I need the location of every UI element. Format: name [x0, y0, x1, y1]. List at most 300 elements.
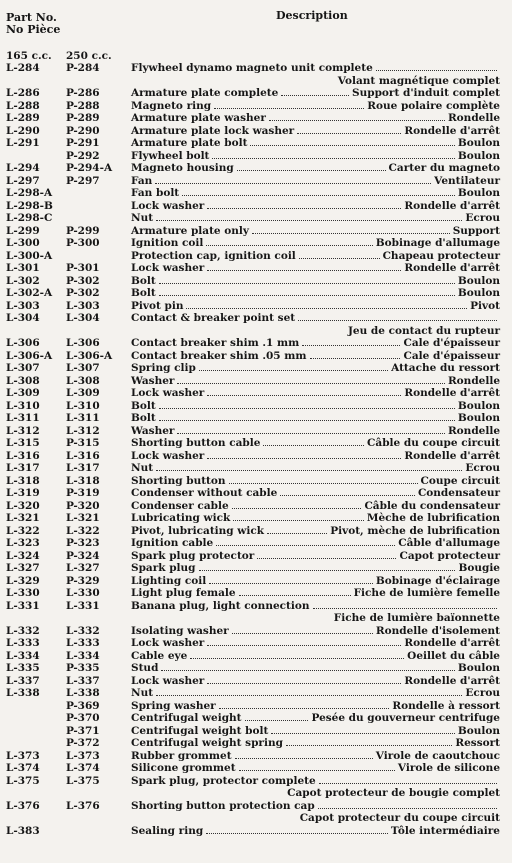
subheader-250cc: 250 c.c.: [66, 50, 112, 62]
part-no-250: L-376: [66, 799, 100, 812]
description: [131, 587, 500, 599]
description: [131, 625, 500, 637]
part-no-165: L-288: [6, 99, 40, 112]
table-row: [0, 125, 512, 137]
part-no-165: L-321: [6, 512, 40, 524]
part-no-250: P-294-A: [66, 162, 113, 174]
dot-leader: [257, 557, 396, 559]
dot-leader: [233, 519, 364, 521]
description: [131, 662, 500, 674]
dot-leader: [177, 432, 445, 434]
description: [131, 100, 500, 112]
description: [131, 212, 500, 224]
table-row: [0, 662, 512, 674]
description: [131, 250, 500, 262]
description: [131, 275, 500, 287]
part-no-165: L-289: [6, 112, 40, 124]
part-no-165: L-302: [6, 274, 40, 287]
description-en: Nut: [131, 462, 154, 474]
table-row: [0, 337, 512, 349]
description-en: Armature plate bolt: [131, 137, 248, 149]
header-description: Description: [276, 9, 348, 22]
part-no-165: L-311: [6, 412, 40, 424]
table-row: [0, 237, 512, 249]
part-no-165: L-337: [6, 674, 40, 687]
description-fr: Rondelle d'arrêt: [404, 387, 500, 399]
table-row: [0, 712, 512, 724]
description: [131, 137, 500, 149]
table-row: [0, 675, 512, 687]
description-fr: Rondelle d'arrêt: [404, 637, 500, 649]
description-en: Rubber grommet: [131, 749, 232, 762]
table-row: [0, 75, 512, 87]
description-en: Pivot pin: [131, 299, 184, 312]
description-fr: Volant magnétique complet: [337, 74, 500, 87]
table-row: [0, 750, 512, 762]
description: [131, 800, 500, 812]
table-row: [0, 812, 512, 824]
table-row: [0, 100, 512, 112]
table-row: [0, 262, 512, 274]
part-no-165: L-322: [6, 524, 40, 537]
part-no-165: L-318: [6, 474, 40, 487]
description-fr: Carter du magneto: [388, 162, 500, 174]
part-no-250: P-320: [66, 499, 100, 512]
description: [131, 162, 500, 174]
description-en: Lubricating wick: [131, 512, 231, 524]
description-en: Armature plate only: [131, 224, 249, 237]
description-fr: Rondelle d'arrêt: [404, 199, 500, 212]
description-fr: Ecrou: [465, 687, 500, 699]
description-fr: Pivot: [470, 299, 500, 312]
dot-leader: [281, 94, 349, 96]
part-no-165: L-335: [6, 662, 40, 674]
dot-leader: [280, 494, 415, 496]
description: [131, 550, 500, 562]
table-row: [0, 112, 512, 124]
description-en: Centrifugal weight: [131, 712, 242, 724]
table-row: [0, 562, 512, 574]
part-no-165: L-331: [6, 599, 40, 612]
description-en: Bolt: [131, 399, 156, 412]
part-no-165: L-327: [6, 562, 40, 574]
part-no-250: L-303: [66, 299, 100, 312]
dot-leader: [286, 744, 452, 746]
description-fr: Attache du ressort: [391, 362, 500, 374]
description-fr: Capot protecteur: [399, 549, 500, 562]
table-row: [0, 587, 512, 599]
part-no-250: L-306-A: [66, 349, 113, 362]
part-no-165: L-338: [6, 687, 40, 699]
dot-leader: [159, 282, 455, 284]
description-en: Cable eye: [131, 649, 188, 662]
description: [131, 762, 500, 774]
description: [131, 575, 500, 587]
description: [131, 562, 500, 574]
table-row: [0, 787, 512, 799]
part-no-165: L-324: [6, 549, 40, 562]
table-row: [0, 175, 512, 187]
dot-leader: [207, 269, 401, 271]
part-no-165: L-376: [6, 799, 40, 812]
part-no-165: L-302-A: [6, 287, 53, 299]
table-row: [0, 700, 512, 712]
part-no-165: L-334: [6, 649, 40, 662]
description-fr: Capot protecteur de bougie complet: [287, 787, 500, 799]
part-no-165: L-291: [6, 137, 40, 149]
description-en: Condenser without cable: [131, 487, 278, 499]
part-no-250: P-369: [66, 699, 100, 712]
description-en: Lock washer: [131, 387, 205, 399]
dot-leader: [318, 807, 497, 809]
description-fr: Pesée du gouverneur centrifuge: [311, 712, 500, 724]
table-row: [0, 425, 512, 437]
part-no-165: L-374: [6, 762, 40, 774]
description-en: Lock washer: [131, 637, 205, 649]
description-en: Spring washer: [131, 699, 216, 712]
description: [131, 687, 500, 699]
description: [131, 62, 500, 74]
description-fr: Virole de caoutchouc: [375, 749, 500, 762]
description: [131, 312, 500, 324]
description-fr: Bobinage d'éclairage: [375, 574, 500, 587]
part-no-250: L-304: [66, 312, 100, 324]
description: [131, 337, 500, 349]
table-row: [0, 575, 512, 587]
description-fr: Rondelle d'arrêt: [404, 124, 500, 137]
part-no-250: P-288: [66, 99, 100, 112]
description-fr: Support d'induit complet: [352, 87, 500, 99]
part-no-165: L-317: [6, 462, 40, 474]
description-fr: Cale d'épaisseur: [403, 337, 500, 349]
dot-leader: [232, 632, 373, 634]
dot-leader: [206, 832, 388, 834]
table-row: [0, 687, 512, 699]
part-no-250: L-373: [66, 749, 100, 762]
description-fr: Boulon: [457, 137, 500, 149]
description-en: Armature plate complete: [131, 87, 279, 99]
table-row: [0, 825, 512, 837]
part-no-250: L-310: [66, 399, 100, 412]
description-en: Sealing ring: [131, 824, 204, 837]
description-en: Flywheel dynamo magneto unit complete: [131, 62, 373, 74]
description-fr: Boulon: [457, 149, 500, 162]
dot-leader: [156, 694, 462, 696]
description: [131, 175, 500, 187]
dot-leader: [297, 132, 401, 134]
dot-leader: [159, 407, 455, 409]
part-no-250: P-315: [66, 437, 100, 449]
description-en: Magneto ring: [131, 99, 212, 112]
description: [131, 362, 500, 374]
description-fr: Bobinage d'allumage: [375, 237, 500, 249]
description: [131, 150, 500, 162]
description-fr: Jeu de contact du rupteur: [347, 324, 500, 337]
table-row: [0, 62, 512, 74]
table-row: [0, 462, 512, 474]
description-en: Spark plug, protector complete: [131, 774, 316, 787]
dot-leader: [376, 69, 497, 71]
description: [131, 87, 500, 99]
description-en: Lock washer: [131, 449, 205, 462]
part-no-165: L-303: [6, 299, 40, 312]
dot-leader: [207, 394, 401, 396]
description-en: Shorting button: [131, 474, 226, 487]
part-no-250: L-330: [66, 587, 100, 599]
table-row: [0, 300, 512, 312]
description-fr: Rondelle d'arrêt: [404, 262, 500, 274]
dot-leader: [182, 194, 455, 196]
part-no-250: P-284: [66, 62, 100, 74]
part-no-250: L-332: [66, 624, 100, 637]
part-no-250: L-321: [66, 512, 100, 524]
description-fr: Ressort: [455, 737, 500, 749]
part-no-165: L-300-A: [6, 249, 53, 262]
part-no-250: L-338: [66, 687, 100, 699]
part-no-250: L-331: [66, 599, 100, 612]
description-en: Fan bolt: [131, 187, 180, 199]
dot-leader: [190, 657, 404, 659]
part-no-165: L-332: [6, 624, 40, 637]
description-en: Lighting coil: [131, 574, 207, 587]
part-no-165: L-323: [6, 537, 40, 549]
table-row: [0, 625, 512, 637]
dot-leader: [186, 307, 467, 309]
dot-leader: [229, 482, 418, 484]
table-row: [0, 225, 512, 237]
dot-leader: [269, 119, 445, 121]
dot-leader: [219, 707, 390, 709]
description: [131, 725, 500, 737]
description-en: Lock washer: [131, 262, 205, 274]
dot-leader: [214, 107, 364, 109]
description-en: Protection cap, ignition coil: [131, 249, 296, 262]
table-row: [0, 412, 512, 424]
description: [131, 825, 500, 837]
description: [131, 375, 500, 387]
dot-leader: [159, 419, 455, 421]
table-row: [0, 200, 512, 212]
part-no-165: L-300: [6, 237, 40, 249]
description-fr: Fiche de lumière femelle: [353, 587, 500, 599]
dot-leader: [207, 457, 401, 459]
description-fr: Rondelle: [447, 112, 500, 124]
description-fr: Mèche de lubrification: [366, 512, 500, 524]
table-row: [0, 87, 512, 99]
table-row: [0, 137, 512, 149]
header-no-piece: No Pièce: [6, 23, 61, 36]
part-no-165: L-306: [6, 337, 40, 349]
part-no-165: L-383: [6, 824, 40, 837]
description-fr: Rondelle: [447, 424, 500, 437]
part-no-250: P-370: [66, 712, 100, 724]
part-no-250: P-335: [66, 662, 100, 674]
table-row: [0, 450, 512, 462]
description-fr: Boulon: [457, 399, 500, 412]
table-row: [0, 312, 512, 324]
dot-leader: [216, 544, 395, 546]
description-fr: Boulon: [457, 724, 500, 737]
description-fr: Coupe circuit: [420, 474, 500, 487]
table-row: [0, 375, 512, 387]
part-no-250: P-292: [66, 149, 100, 162]
description-en: Lock washer: [131, 199, 205, 212]
part-no-165: L-373: [6, 749, 40, 762]
table-row: [0, 550, 512, 562]
dot-leader: [313, 607, 498, 609]
description-en: Ignition coil: [131, 237, 204, 249]
description: [131, 262, 500, 274]
description-fr: Oeillet du câble: [407, 649, 500, 662]
description-en: Pivot, lubricating wick: [131, 524, 264, 537]
table-row: [0, 387, 512, 399]
dot-leader: [159, 294, 455, 296]
description-en: Fan: [131, 174, 153, 187]
description-en: Bolt: [131, 287, 156, 299]
description-fr: Rondelle d'arrêt: [404, 449, 500, 462]
table-row: [0, 762, 512, 774]
part-no-165: L-304: [6, 312, 40, 324]
description: [131, 650, 500, 662]
table-row: [0, 487, 512, 499]
part-no-250: P-372: [66, 737, 100, 749]
description-en: Armature plate washer: [131, 112, 266, 124]
dot-leader: [267, 532, 327, 534]
description: [131, 775, 500, 787]
part-no-250: L-307: [66, 362, 100, 374]
description-fr: Câble du coupe circuit: [367, 437, 500, 449]
dot-leader: [177, 382, 445, 384]
description-en: Centrifugal weight spring: [131, 737, 283, 749]
part-no-250: P-297: [66, 174, 100, 187]
description: [131, 300, 500, 312]
dot-leader: [302, 344, 400, 346]
description-fr: Rondelle d'isolement: [375, 624, 500, 637]
table-row: [0, 287, 512, 299]
part-no-250: L-318: [66, 474, 100, 487]
dot-leader: [156, 469, 462, 471]
description: [131, 675, 500, 687]
part-no-165: L-307: [6, 362, 40, 374]
part-no-165: L-312: [6, 424, 40, 437]
description-en: Isolating washer: [131, 624, 229, 637]
table-row: [0, 250, 512, 262]
description-en: Shorting button protection cap: [131, 799, 315, 812]
description-en: Flywheel bolt: [131, 149, 210, 162]
dot-leader: [239, 594, 351, 596]
part-no-250: L-374: [66, 762, 100, 774]
table-row: [0, 475, 512, 487]
table-row: [0, 800, 512, 812]
part-no-165: L-316: [6, 449, 40, 462]
part-no-250: L-375: [66, 774, 100, 787]
part-no-250: P-299: [66, 224, 100, 237]
description-en: Bolt: [131, 274, 156, 287]
dot-leader: [209, 582, 373, 584]
table-row: [0, 362, 512, 374]
description: [131, 700, 500, 712]
dot-leader: [319, 782, 497, 784]
part-no-250: P-329: [66, 574, 100, 587]
table-row: [0, 350, 512, 362]
description: [131, 750, 500, 762]
description: [131, 712, 500, 724]
part-no-165: L-319: [6, 487, 40, 499]
table-row: [0, 400, 512, 412]
dot-leader: [298, 319, 497, 321]
description: [131, 425, 500, 437]
table-row: [0, 212, 512, 224]
description: [131, 537, 500, 549]
part-no-250: P-323: [66, 537, 100, 549]
dot-leader: [207, 644, 401, 646]
part-no-165: L-308: [6, 374, 40, 387]
description-fr: Câble d'allumage: [398, 537, 500, 549]
description-fr: Rondelle d'arrêt: [404, 674, 500, 687]
table-row: [0, 537, 512, 549]
dot-leader: [156, 219, 462, 221]
description-fr: Capot protecteur du coupe circuit: [299, 812, 500, 824]
dot-leader: [207, 207, 401, 209]
description-en: Spark plug: [131, 562, 196, 574]
table-row: [0, 437, 512, 449]
description-en: Centrifugal weight bolt: [131, 724, 269, 737]
description-en: Armature plate lock washer: [131, 124, 295, 137]
description: [131, 600, 500, 612]
part-no-250: P-290: [66, 124, 100, 137]
description: [131, 500, 500, 512]
part-no-250: L-308: [66, 374, 100, 387]
dot-leader: [299, 257, 380, 259]
dot-leader: [235, 757, 373, 759]
description-fr: Support: [452, 224, 500, 237]
description-fr: Chapeau protecteur: [382, 249, 500, 262]
description-fr: Boulon: [457, 274, 500, 287]
description: [131, 512, 500, 524]
description-en: Silicone grommet: [131, 762, 236, 774]
table-row: [0, 525, 512, 537]
description-fr: Condensateur: [417, 487, 500, 499]
part-no-165: L-309: [6, 387, 40, 399]
part-no-250: P-289: [66, 112, 100, 124]
description-fr: Boulon: [457, 662, 500, 674]
description-fr: Virole de silicone: [397, 762, 500, 774]
description-fr: Rondelle à ressort: [392, 699, 500, 712]
description: [131, 475, 500, 487]
description: [131, 525, 500, 537]
part-no-165: L-284: [6, 62, 40, 74]
part-no-165: L-286: [6, 87, 40, 99]
part-no-165: L-310: [6, 399, 40, 412]
description: [131, 400, 500, 412]
description: [131, 737, 500, 749]
table-row: [0, 612, 512, 624]
dot-leader: [239, 769, 395, 771]
description-fr: Ecrou: [465, 462, 500, 474]
table-row: [0, 600, 512, 612]
part-no-165: L-329: [6, 574, 40, 587]
part-no-250: P-301: [66, 262, 100, 274]
table-row: [0, 650, 512, 662]
part-no-250: P-291: [66, 137, 100, 149]
part-no-165: L-375: [6, 774, 40, 787]
part-no-250: L-311: [66, 412, 100, 424]
description: [131, 437, 500, 449]
part-no-165: L-290: [6, 124, 40, 137]
description-en: Washer: [131, 424, 175, 437]
dot-leader: [250, 144, 454, 146]
description-en: Contact breaker shim .05 mm: [131, 349, 307, 362]
